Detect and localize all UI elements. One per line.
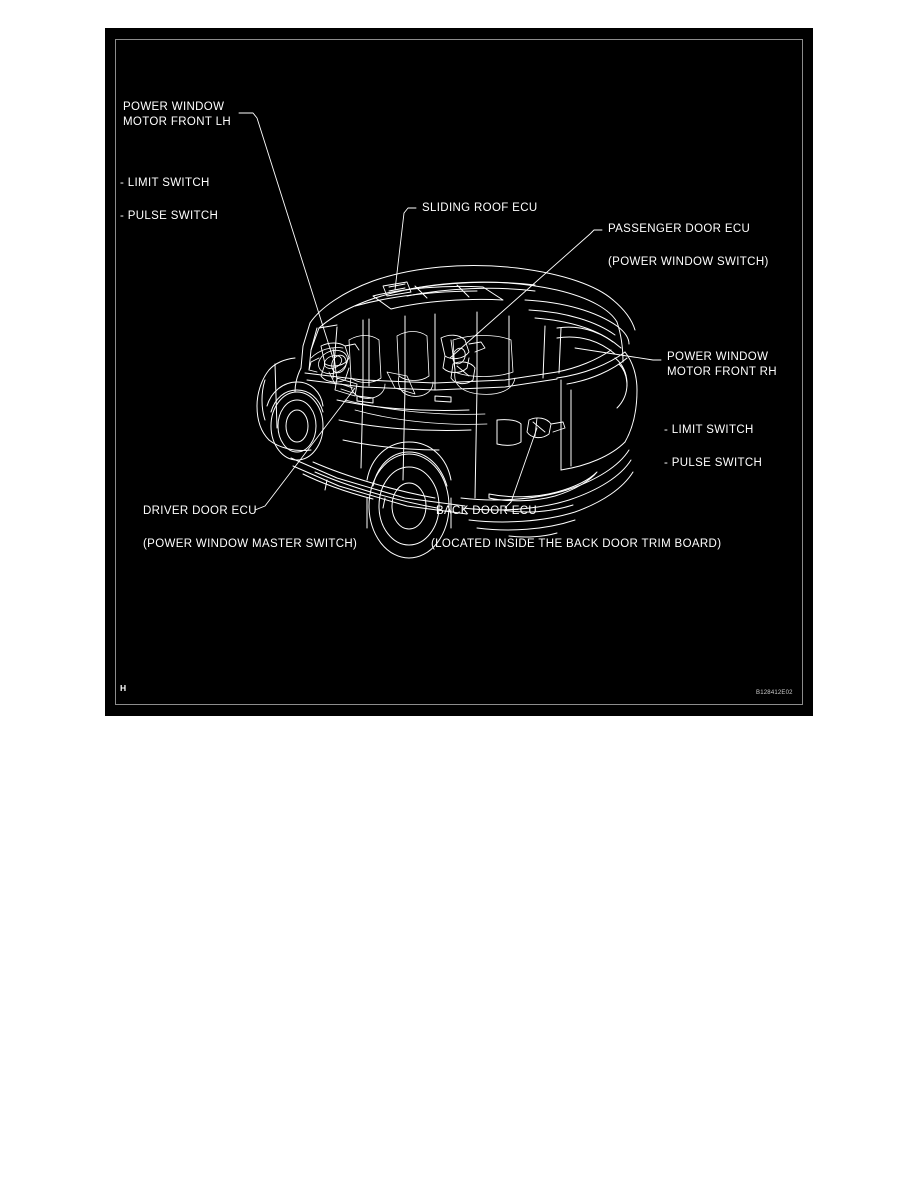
callout-motor-front-rh-bullet-pulse-switch: - PULSE SWITCH <box>664 457 763 469</box>
callout-driver-door-ecu-subtitle: (POWER WINDOW MASTER SWITCH) <box>143 538 358 550</box>
figure-drawing-code: B128412E02 <box>756 690 793 696</box>
component-passenger-door-ecu <box>441 335 485 372</box>
figure-corner-mark: H <box>120 683 127 693</box>
callout-driver-door-ecu: DRIVER DOOR ECU <box>143 505 257 517</box>
callout-back-door-ecu: BACK DOOR ECU <box>436 505 538 517</box>
callout-motor-front-lh-bullet-pulse-switch: - PULSE SWITCH <box>120 210 219 222</box>
callout-motor-front-rh-line1: POWER WINDOW <box>667 351 769 363</box>
callout-back-door-ecu-subtitle: (LOCATED INSIDE THE BACK DOOR TRIM BOARD) <box>431 538 722 550</box>
callout-motor-front-lh-bullet-limit-switch: - LIMIT SWITCH <box>120 177 210 189</box>
callout-motor-front-rh-line2: MOTOR FRONT RH <box>667 366 777 378</box>
callout-motor-front-lh-line1: POWER WINDOW <box>123 101 225 113</box>
callout-sliding-roof-ecu: SLIDING ROOF ECU <box>422 202 538 214</box>
interior-ghost <box>311 332 515 425</box>
component-back-door-ecu <box>527 418 565 438</box>
callout-passenger-door-ecu-subtitle: (POWER WINDOW SWITCH) <box>608 256 769 268</box>
callout-passenger-door-ecu: PASSENGER DOOR ECU <box>608 223 751 235</box>
callout-motor-front-lh-line2: MOTOR FRONT LH <box>123 116 231 128</box>
figure-panel <box>105 28 813 716</box>
callout-motor-front-rh-bullet-limit-switch: - LIMIT SWITCH <box>664 424 754 436</box>
